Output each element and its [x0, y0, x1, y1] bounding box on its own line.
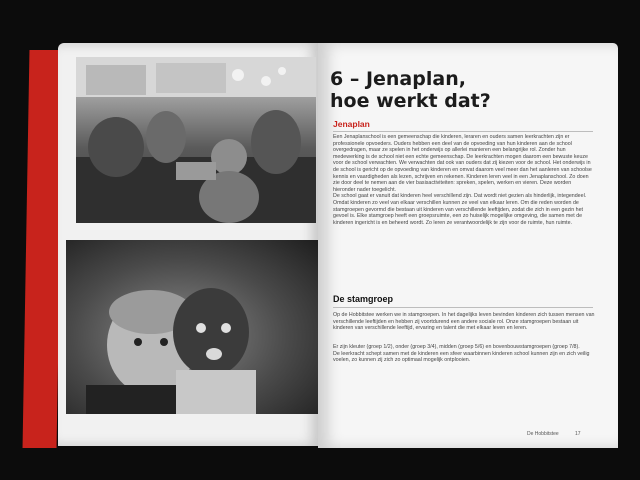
- classroom-group-photo: [76, 57, 316, 223]
- chapter-title-line1: 6 – Jenaplan,: [330, 68, 466, 90]
- chapter-title: [330, 68, 590, 112]
- chapter-title-line2: hoe werkt dat?: [330, 90, 491, 112]
- section-heading-stamgroep: De stamgroep: [333, 294, 394, 304]
- section-body-stamgroep-1: Op de Hobbitstee werken we in stamgroepen. In het dagelijks leven bevinden kinderen zich tussen mensen van verschillende leeftijden en hebben zij voortdurend een andere sociale rol. Onze stamgroepen bestaan uit kinderen van verschillende leeftijd, ervaring en talent die met elkaar leven en leren.: [333, 312, 595, 332]
- section-divider: [333, 131, 593, 132]
- page-number: 17: [575, 431, 581, 437]
- section-body-stamgroep-2: Er zijn kleuter (groep 1/2), onder (groep 3/4), midden (groep 5/6) en bovenbouwstamgroepen (groep 7/8). De leerkracht schept samen met de kinderen een sfeer waarbinnen kinderen school kunnen zijn en zich veilig voelen, zo kunnen zij zich zo optimaal mogelijk ontplooien.: [333, 344, 590, 364]
- page-footer: De Hobbitstee: [527, 431, 559, 437]
- section-heading-jenaplan: Jenaplan: [333, 119, 370, 129]
- section-body-jenaplan: Een Jenaplanschool is een gemeenschap die kinderen, leraren en ouders samen leerkrachten zijn er professionele opvoeders. Ouders hebben een deel van de opvoeding van hun kinderen aan de school overgedragen, maar ze spelen in het onderwijs op allerlei manieren een belangrijke rol. Zonder hun medewerking is de school niet een echte gemeenschap. De leerkrachten mogen daarom een bewuste keuze voor de school verwachten. We verwachten dat ook van ouders dat zij kiezen voor de school. Het onderwijs in de school is gericht op de opvoeding van kinderen en omvat daarom veel meer dan het aanleren van schoolse kennis en vaardigheden als lezen, schrijven en rekenen. Kinderen leren veel in een Jenaplanschool. Zo doen zie door deel te nemen aan de vier basisactiviteiten: spreken, spelen, werken en vieren. Deze worden hieronder nader toegelicht. De school gaat er vanuit dat kinderen heel verschillend zijn. Dat wordt niet gezien als hinderlijk, integendeel. Omdat kinderen zo veel van elkaar verschillen kunnen ze veel van elkaar leren. Om die reden worden de stamgroepen gevormd die bestaan uit kinderen van verschillende leeftijden, zodat die zich in een gezin het gevoel is. Elke stamgroep heeft een groepsruimte, een zo huiselijk mogelijke omgeving, die samen met de kinderen ingericht is en beheerd wordt. Zo leren ze verantwoordelijk te zijn voor de ruimte, hun ruimte.: [333, 134, 592, 226]
- two-children-closeup-photo: [66, 240, 318, 414]
- section-divider: [333, 307, 593, 308]
